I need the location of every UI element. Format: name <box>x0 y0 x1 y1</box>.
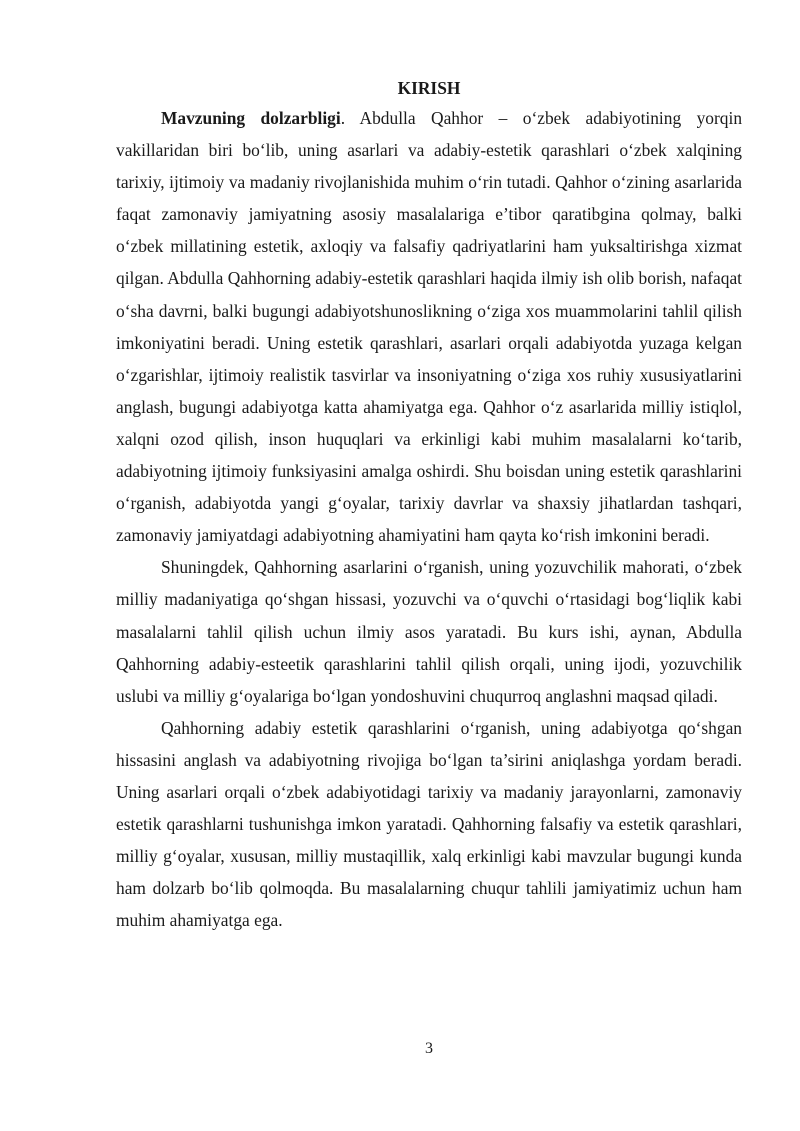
section-heading: KIRISH <box>397 78 461 98</box>
paragraph-lead: Mavzuning dolzarbligi <box>161 108 341 128</box>
paragraph-1-text: . Abdulla Qahhor – o‘zbek adabiyotining yorqin vakillaridan biri bo‘lib, uning asarlari va adabiy-estetik qarashlari o‘zbek xalqining tarixiy, ijtimoiy va madaniy rivojlanishida muhim o‘rin tutadi. Qahhor o‘zining asarlarida faqat zamonaviy jamiyatning asosiy masalalariga e’tibor qaratibgina qolmay, balki o‘zbek millatining estetik, axloqiy va falsafiy qadriyatlarini ham yuksaltirishga xizmat qilgan. Abdulla Qahhorning adabiy-estetik qarashlari haqida ilmiy ish olib borish, nafaqat o‘sha davrni, balki bugungi adabiyotshunoslikning o‘ziga xos muammolarini tahlil qilish imkoniyatini beradi. Uning estetik qarashlari, asarlari orqali adabiyotda yuzaga kelgan o‘zgarishlar, ijtimoiy realistik tasvirlar va insoniyatning o‘ziga xos ruhiy xususiyatlarini anglash, bugungi adabiyotga katta ahamiyatga ega. Qahhor o‘z asarlarida milliy istiqlol, xalqni ozod qilish, inson huquqlari va erkinligi kabi muhim masalalarni ko‘tarib, adabiyotning ijtimoiy funksiyasini amalga oshirdi. Shu boisdan uning estetik qarashlarini o‘rganish, adabiyotda yangi g‘oyalar, tarixiy davrlar va shaxsiy jihatlardan tashqari, zamonaviy jamiyatdagi adabiyotning ahamiyatini ham qayta ko‘rish imkonini beradi. <box>116 108 743 546</box>
paragraph-3-text: Qahhorning adabiy estetik qarashlarini o‘rganish, uning adabiyotga qo‘shgan hissasini anglash va adabiyotning rivojiga bo‘lgan ta’sirini aniqlashga yordam beradi. Uning asarlari orqali o‘zbek adabiyotidagi tarixiy va madaniy jarayonlarni, zamonaviy estetik qarashlarni tushunishga imkon yaratadi. Qahhorning falsafiy va estetik qarashlari, milliy g‘oyalar, xususan, milliy mustaqillik, xalq erkinligi kabi mavzular bugungi kunda ham dolzarb bo‘lib qolmoqda. Bu masalalarning chuqur tahlili jamiyatimiz uchun ham muhim ahamiyatga ega. <box>116 717 742 931</box>
paragraph-3 <box>116 712 742 937</box>
paragraph-2 <box>116 551 742 711</box>
paragraph-1 <box>116 102 742 551</box>
page-content <box>116 74 742 936</box>
paragraph-2-text: Shuningdek, Qahhorning asarlarini o‘rganish, uning yozuvchilik mahorati, o‘zbek milliy madaniyatiga qo‘shgan hissasi, yozuvchi va o‘quvchi o‘rtasidagi bog‘liqlik kabi masalalarni tahlil qilish uchun ilmiy asos yaratadi. Bu kurs ishi, aynan, Abdulla Qahhorning adabiy-esteetik qarashlarini tahlil qilish orqali, uning ijodi, yozuvchilik uslubi va milliy g‘oyalariga bo‘lgan yondoshuvini chuqurroq anglashni maqsad qiladi. <box>116 557 742 706</box>
page-number: 3 <box>425 1040 433 1057</box>
